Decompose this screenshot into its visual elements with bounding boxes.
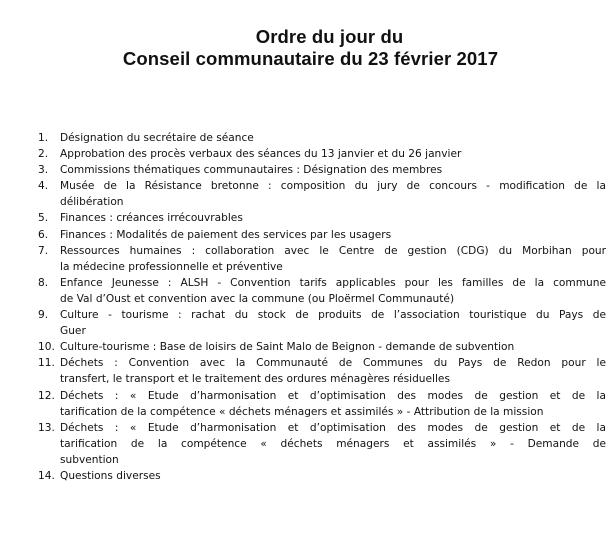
item-text: Guer <box>60 325 86 338</box>
item-number: 10. <box>38 341 55 354</box>
agenda-item <box>38 388 606 420</box>
agenda-item <box>38 420 606 468</box>
item-number: 5. <box>38 212 49 225</box>
item-text: Déchets : « Etude d’harmonisation et d’optimisation des modes de gestion et de la <box>60 389 606 402</box>
item-text: tarification de la compétence « déchets ménagers et assimilés » - Demande de <box>60 437 606 450</box>
item-number: 12. <box>38 389 55 402</box>
item-number: 6. <box>38 228 49 241</box>
item-number: 11. <box>38 357 55 370</box>
item-number: 3. <box>38 164 49 177</box>
item-text: subvention <box>60 453 119 466</box>
agenda-item <box>38 146 606 162</box>
agenda-item <box>38 468 606 484</box>
item-text: délibération <box>60 196 124 209</box>
agenda-item <box>38 130 606 146</box>
item-text: tarification de la compétence « déchets ménagers et assimilés » - Attribution de la mission <box>60 405 544 418</box>
item-number: 1. <box>38 132 49 144</box>
item-number: 7. <box>38 244 49 257</box>
agenda-item <box>38 227 606 243</box>
agenda-item <box>38 355 606 387</box>
item-number: 4. <box>38 180 49 193</box>
agenda-item <box>38 243 606 275</box>
item-text: la médecine professionnelle et préventive <box>60 260 283 273</box>
item-number: 14. <box>38 469 55 482</box>
agenda-item <box>38 339 606 355</box>
document-title <box>0 26 613 70</box>
item-text: Approbation des procès verbaux des séances du 13 janvier et du 26 janvier <box>60 148 462 161</box>
agenda-item <box>38 178 606 210</box>
agenda-item <box>38 275 606 307</box>
item-text: Ressources humaines : collaboration avec le Centre de gestion (CDG) du Morbihan pour <box>60 244 606 257</box>
item-number: 13. <box>38 421 55 434</box>
item-text: Désignation du secrétaire de séance <box>60 132 254 144</box>
agenda-item <box>38 162 606 178</box>
item-text: Déchets : « Etude d’harmonisation et d’optimisation des modes de gestion et de la <box>60 421 606 434</box>
agenda-item <box>38 210 606 226</box>
item-text: Commissions thématiques communautaires : Désignation des membres <box>60 164 443 177</box>
item-text: Déchets : Convention avec la Communauté de Communes du Pays de Redon pour le <box>60 357 606 370</box>
item-text: transfert, le transport et le traitement des ordures ménagères résiduelles <box>60 373 450 386</box>
item-text: de Val d’Oust et convention avec la commune (ou Ploërmel Communauté) <box>60 292 455 305</box>
item-text: Culture-tourisme : Base de loisirs de Saint Malo de Beignon - demande de subvention <box>60 341 515 354</box>
item-number: 9. <box>38 309 49 322</box>
agenda-list <box>38 130 606 484</box>
item-text: Questions diverses <box>60 469 161 482</box>
item-text: Finances : créances irrécouvrables <box>60 212 243 225</box>
item-number: 2. <box>38 148 49 161</box>
item-number: 8. <box>38 276 49 289</box>
item-text: Musée de la Résistance bretonne : composition du jury de concours - modification de la <box>60 180 606 193</box>
item-text: Finances : Modalités de paiement des services par les usagers <box>60 228 392 241</box>
agenda-item <box>38 307 606 339</box>
item-text: Enfance Jeunesse : ALSH - Convention tarifs applicables pour les familles de la commune <box>60 276 606 289</box>
item-text: Culture - tourisme : rachat du stock de produits de l’association touristique du Pays de <box>60 309 606 322</box>
title-line-2: Conseil communautaire du 23 février 2017 <box>122 48 499 69</box>
title-line-1: Ordre du jour du <box>255 26 404 47</box>
